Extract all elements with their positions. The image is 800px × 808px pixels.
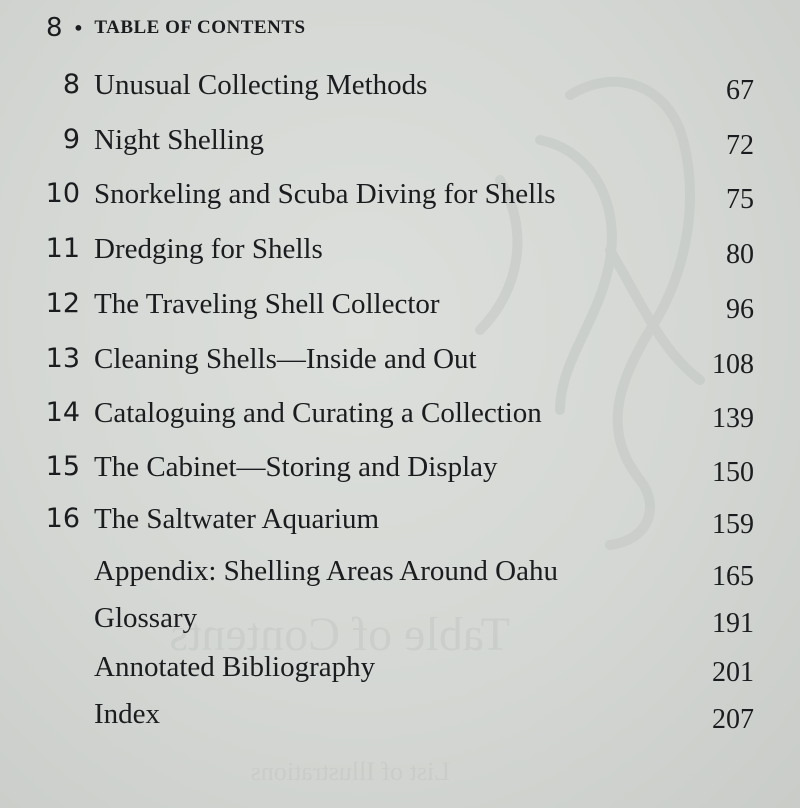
chapter-title: The Traveling Shell Collector <box>94 288 440 320</box>
svg-text:Table of Contents: Table of Contents <box>169 608 510 661</box>
chapter-page: 80 <box>726 239 754 270</box>
header-bullet: • <box>72 16 85 40</box>
chapter-number: 9 <box>62 124 80 155</box>
toc-entry <box>0 65 800 105</box>
svg-text:List of Illustrations: List of Illustrations <box>250 757 450 786</box>
toc-entry <box>0 229 800 269</box>
chapter-number: 14 <box>45 397 80 428</box>
chapter-number: 11 <box>45 233 80 264</box>
toc-entry <box>0 393 800 433</box>
chapter-page: 159 <box>712 509 754 540</box>
chapter-page: 75 <box>726 184 754 215</box>
chapter-page: 67 <box>726 75 754 106</box>
chapter-page: 108 <box>712 349 754 380</box>
chapter-page: 201 <box>712 657 754 688</box>
chapter-page: 207 <box>712 704 754 735</box>
chapter-title: Appendix: Shelling Areas Around Oahu <box>94 555 558 587</box>
chapter-title: Snorkeling and Scuba Diving for Shells <box>94 178 556 210</box>
chapter-title: Index <box>94 698 161 730</box>
toc-entry <box>0 120 800 160</box>
page-title: TABLE OF CONTENTS <box>94 17 306 38</box>
toc-entry <box>0 284 800 324</box>
chapter-title: Unusual Collecting Methods <box>94 69 428 101</box>
chapter-number: 12 <box>45 288 80 319</box>
toc-entry <box>0 174 800 214</box>
toc-entry <box>0 551 800 591</box>
page-number: 8 <box>46 13 63 43</box>
chapter-page: 191 <box>712 608 754 639</box>
chapter-page: 150 <box>712 457 754 488</box>
chapter-title: Dredging for Shells <box>94 233 323 265</box>
chapter-title: Cleaning Shells—Inside and Out <box>94 343 477 375</box>
toc-entry <box>0 647 800 687</box>
toc-entry <box>0 694 800 734</box>
chapter-title: Annotated Bibliography <box>94 651 376 683</box>
chapter-title: The Cabinet—Storing and Display <box>94 451 498 483</box>
chapter-number: 13 <box>45 343 80 374</box>
chapter-page: 165 <box>712 561 754 592</box>
chapter-title: The Saltwater Aquarium <box>94 503 380 535</box>
chapter-title: Glossary <box>94 602 198 634</box>
chapter-number: 10 <box>45 178 80 209</box>
toc-entry <box>0 339 800 379</box>
chapter-number: 15 <box>45 451 80 482</box>
toc-entry <box>0 447 800 487</box>
chapter-page: 139 <box>712 403 754 434</box>
chapter-number: 16 <box>45 503 80 534</box>
chapter-title: Night Shelling <box>94 124 264 156</box>
toc-entry <box>0 598 800 638</box>
toc-entry <box>0 499 800 539</box>
chapter-page: 96 <box>726 294 754 325</box>
chapter-title: Cataloguing and Curating a Collection <box>94 397 542 429</box>
chapter-page: 72 <box>726 130 754 161</box>
chapter-number: 8 <box>62 69 80 100</box>
